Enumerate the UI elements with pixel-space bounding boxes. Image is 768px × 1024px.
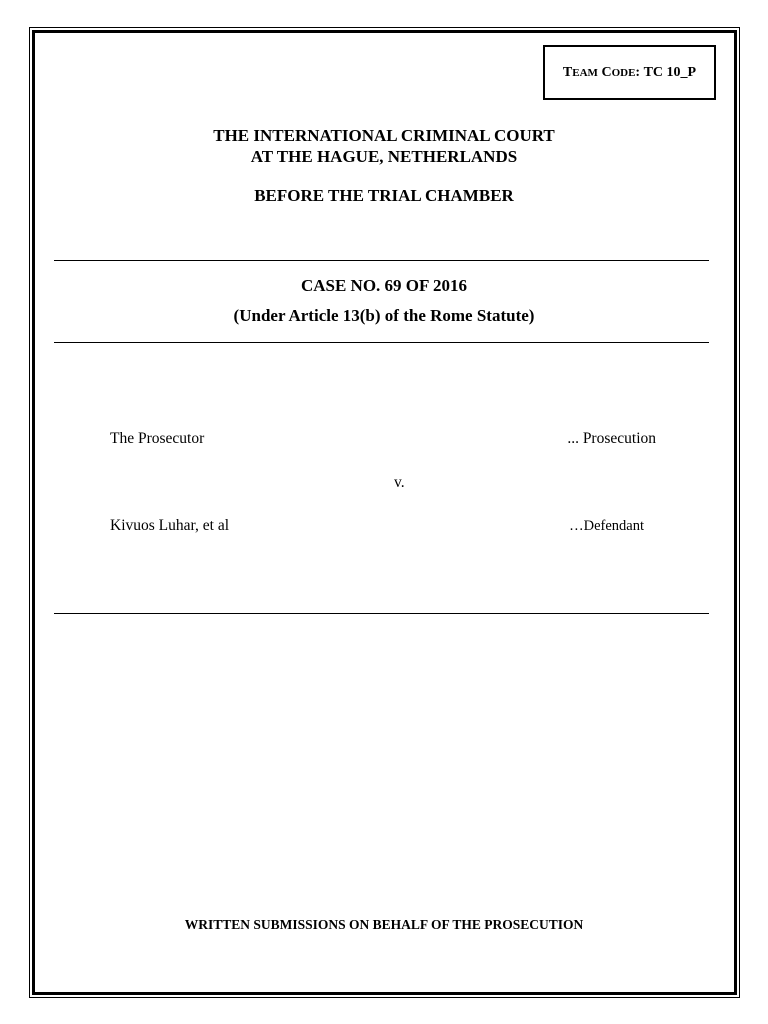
prosecutor-role: ... Prosecution [567,430,656,447]
chamber-title: BEFORE THE TRIAL CHAMBER [254,186,514,205]
team-code-value: TC 10_P [643,64,697,80]
court-location: AT THE HAGUE, NETHERLANDS [250,147,518,166]
divider-bottom [54,613,709,614]
court-name: THE INTERNATIONAL CRIMINAL COURT [213,126,555,145]
submission-title: WRITTEN SUBMISSIONS ON BEHALF OF THE PROSECUTION [184,917,584,932]
case-article: (Under Article 13(b) of the Rome Statute) [233,306,535,325]
divider-middle [54,342,709,343]
defendant-name: Kivuos Luhar, et al [110,517,230,534]
divider-top [54,260,709,261]
case-number: CASE NO. 69 OF 2016 [300,276,468,295]
defendant-role: …Defendant [569,518,644,534]
prosecutor-name: The Prosecutor [110,430,205,447]
page-border [32,30,737,995]
versus-label: v. [394,474,405,491]
team-code-label: TEAM CODE: [562,64,641,80]
team-code-box [543,45,716,100]
